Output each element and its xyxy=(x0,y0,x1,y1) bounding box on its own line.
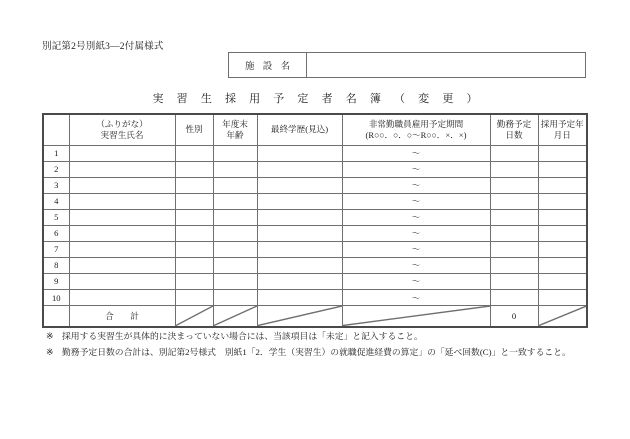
period-tilde: 〜 xyxy=(411,195,421,206)
cell-period[interactable] xyxy=(342,258,490,274)
cell-name[interactable] xyxy=(69,145,175,161)
row-index: 8 xyxy=(43,258,69,274)
col-header-period-line1: 非常勤職員雇用予定期間 xyxy=(368,119,464,130)
col-header-days-line1: 勤務予定 xyxy=(496,119,532,130)
note-marker-icon: ※ xyxy=(46,331,54,341)
cell-days[interactable] xyxy=(490,290,538,306)
cell-hire-date[interactable] xyxy=(538,225,587,241)
note-item xyxy=(46,330,606,344)
total-label: 合 計 xyxy=(69,306,175,327)
roster-table xyxy=(42,113,588,328)
table-row xyxy=(43,209,587,225)
cell-age[interactable] xyxy=(213,242,257,258)
notes-section xyxy=(46,330,606,361)
cell-name[interactable] xyxy=(69,161,175,177)
cell-education[interactable] xyxy=(257,274,342,290)
cell-period[interactable] xyxy=(342,193,490,209)
col-header-period-line2: (R○○．○．○〜R○○．×．×) xyxy=(365,129,467,140)
total-sex-cell-struck xyxy=(175,306,213,327)
cell-hire-date[interactable] xyxy=(538,145,587,161)
cell-hire-date[interactable] xyxy=(538,242,587,258)
note-item xyxy=(46,346,606,360)
cell-sex[interactable] xyxy=(175,145,213,161)
col-header-days-line2: 日数 xyxy=(505,129,523,140)
table-row xyxy=(43,193,587,209)
col-header-name-furigana: （ふりがな） xyxy=(96,119,148,130)
cell-period[interactable] xyxy=(342,145,490,161)
cell-sex[interactable] xyxy=(175,258,213,274)
cell-name[interactable] xyxy=(69,193,175,209)
cell-days[interactable] xyxy=(490,242,538,258)
cell-age[interactable] xyxy=(213,225,257,241)
cell-hire-date[interactable] xyxy=(538,209,587,225)
row-index: 10 xyxy=(43,290,69,306)
period-tilde: 〜 xyxy=(411,163,421,174)
cell-sex[interactable] xyxy=(175,290,213,306)
cell-hire-date[interactable] xyxy=(538,274,587,290)
cell-education[interactable] xyxy=(257,209,342,225)
total-row-index-cell xyxy=(43,306,69,327)
cell-days[interactable] xyxy=(490,193,538,209)
row-index: 7 xyxy=(43,242,69,258)
cell-education[interactable] xyxy=(257,193,342,209)
cell-education[interactable] xyxy=(257,161,342,177)
cell-hire-date[interactable] xyxy=(538,258,587,274)
cell-age[interactable] xyxy=(213,209,257,225)
cell-period[interactable] xyxy=(342,209,490,225)
period-tilde: 〜 xyxy=(411,260,421,271)
table-row xyxy=(43,290,587,306)
cell-period[interactable] xyxy=(342,290,490,306)
row-index: 2 xyxy=(43,161,69,177)
cell-age[interactable] xyxy=(213,193,257,209)
cell-age[interactable] xyxy=(213,161,257,177)
period-tilde: 〜 xyxy=(411,276,421,287)
cell-hire-date[interactable] xyxy=(538,177,587,193)
cell-days[interactable] xyxy=(490,177,538,193)
cell-sex[interactable] xyxy=(175,177,213,193)
cell-name[interactable] xyxy=(69,290,175,306)
cell-sex[interactable] xyxy=(175,274,213,290)
cell-education[interactable] xyxy=(257,258,342,274)
cell-name[interactable] xyxy=(69,209,175,225)
row-index: 1 xyxy=(43,145,69,161)
table-row xyxy=(43,177,587,193)
table-row xyxy=(43,258,587,274)
cell-name[interactable] xyxy=(69,177,175,193)
cell-education[interactable] xyxy=(257,225,342,241)
cell-education[interactable] xyxy=(257,242,342,258)
table-row xyxy=(43,145,587,161)
cell-name[interactable] xyxy=(69,258,175,274)
cell-days[interactable] xyxy=(490,209,538,225)
col-header-hire-date: 採用予定年月日 xyxy=(538,114,587,145)
row-index: 3 xyxy=(43,177,69,193)
row-index: 9 xyxy=(43,274,69,290)
cell-sex[interactable] xyxy=(175,161,213,177)
total-education-cell-struck xyxy=(257,306,342,327)
note-marker-icon: ※ xyxy=(46,346,54,357)
note-text: 採用する実習生が具体的に決まっていない場合には、当該項目は「未定」と記入すること。 xyxy=(62,331,423,341)
cell-sex[interactable] xyxy=(175,225,213,241)
cell-days[interactable] xyxy=(490,225,538,241)
cell-hire-date[interactable] xyxy=(538,193,587,209)
cell-age[interactable] xyxy=(213,290,257,306)
page-title: 実 習 生 採 用 予 定 者 名 簿 （ 変 更 ） xyxy=(152,93,483,105)
cell-sex[interactable] xyxy=(175,193,213,209)
table-row xyxy=(43,274,587,290)
table-row xyxy=(43,242,587,258)
cell-sex[interactable] xyxy=(175,242,213,258)
roster-table-wrapper xyxy=(42,113,586,328)
cell-education[interactable] xyxy=(257,145,342,161)
facility-name-label: 施 設 名 xyxy=(229,53,307,77)
total-hire-date-cell-struck xyxy=(538,306,587,327)
cell-period[interactable] xyxy=(342,161,490,177)
table-header-row xyxy=(43,114,587,145)
cell-period[interactable] xyxy=(342,225,490,241)
cell-age[interactable] xyxy=(213,145,257,161)
cell-education[interactable] xyxy=(257,290,342,306)
cell-age[interactable] xyxy=(213,258,257,274)
col-header-days xyxy=(490,114,538,145)
period-tilde: 〜 xyxy=(411,147,421,158)
form-number: 別記第2号別紙3—2付属様式 xyxy=(42,42,164,52)
col-header-age-line1: 年度末 xyxy=(222,119,248,130)
cell-name[interactable] xyxy=(69,225,175,241)
facility-name-input[interactable] xyxy=(307,53,585,77)
row-index: 5 xyxy=(43,209,69,225)
col-header-age-line2: 年齢 xyxy=(226,129,244,140)
roster-table-body xyxy=(43,145,587,306)
period-tilde: 〜 xyxy=(411,244,421,255)
cell-days[interactable] xyxy=(490,258,538,274)
cell-period[interactable] xyxy=(342,274,490,290)
cell-days[interactable] xyxy=(490,274,538,290)
cell-name[interactable] xyxy=(69,274,175,290)
total-age-cell-struck xyxy=(213,306,257,327)
cell-days[interactable] xyxy=(490,161,538,177)
total-period-cell-struck xyxy=(342,306,490,327)
col-header-sex: 性別 xyxy=(175,114,213,145)
period-tilde: 〜 xyxy=(411,292,421,303)
row-index: 4 xyxy=(43,193,69,209)
cell-name[interactable] xyxy=(69,242,175,258)
col-header-period xyxy=(342,114,490,145)
col-header-index xyxy=(43,114,69,145)
cell-hire-date[interactable] xyxy=(538,161,587,177)
roster-table-foot xyxy=(43,306,587,327)
roster-table-head xyxy=(43,114,587,145)
period-tilde: 〜 xyxy=(411,228,421,239)
cell-hire-date[interactable] xyxy=(538,290,587,306)
col-header-age xyxy=(213,114,257,145)
note-text: 勤務予定日数の合計は、別記第2号様式 別紙1「2．学生（実習生）の就職促進経費の算定」の「延べ回数(C)」と一致すること。 xyxy=(62,346,571,357)
facility-name-box xyxy=(228,52,586,78)
total-days-value: 0 xyxy=(490,306,538,327)
col-header-name xyxy=(69,114,175,145)
cell-days[interactable] xyxy=(490,145,538,161)
table-row xyxy=(43,225,587,241)
cell-education[interactable] xyxy=(257,177,342,193)
col-header-education: 最終学歴(見込) xyxy=(257,114,342,145)
cell-age[interactable] xyxy=(213,177,257,193)
cell-sex[interactable] xyxy=(175,209,213,225)
table-row xyxy=(43,161,587,177)
col-header-name-main: 実習生氏名 xyxy=(100,129,144,140)
cell-period[interactable] xyxy=(342,177,490,193)
cell-period[interactable] xyxy=(342,242,490,258)
period-tilde: 〜 xyxy=(411,212,421,223)
total-row xyxy=(43,306,587,327)
period-tilde: 〜 xyxy=(411,179,421,190)
row-index: 6 xyxy=(43,225,69,241)
cell-age[interactable] xyxy=(213,274,257,290)
